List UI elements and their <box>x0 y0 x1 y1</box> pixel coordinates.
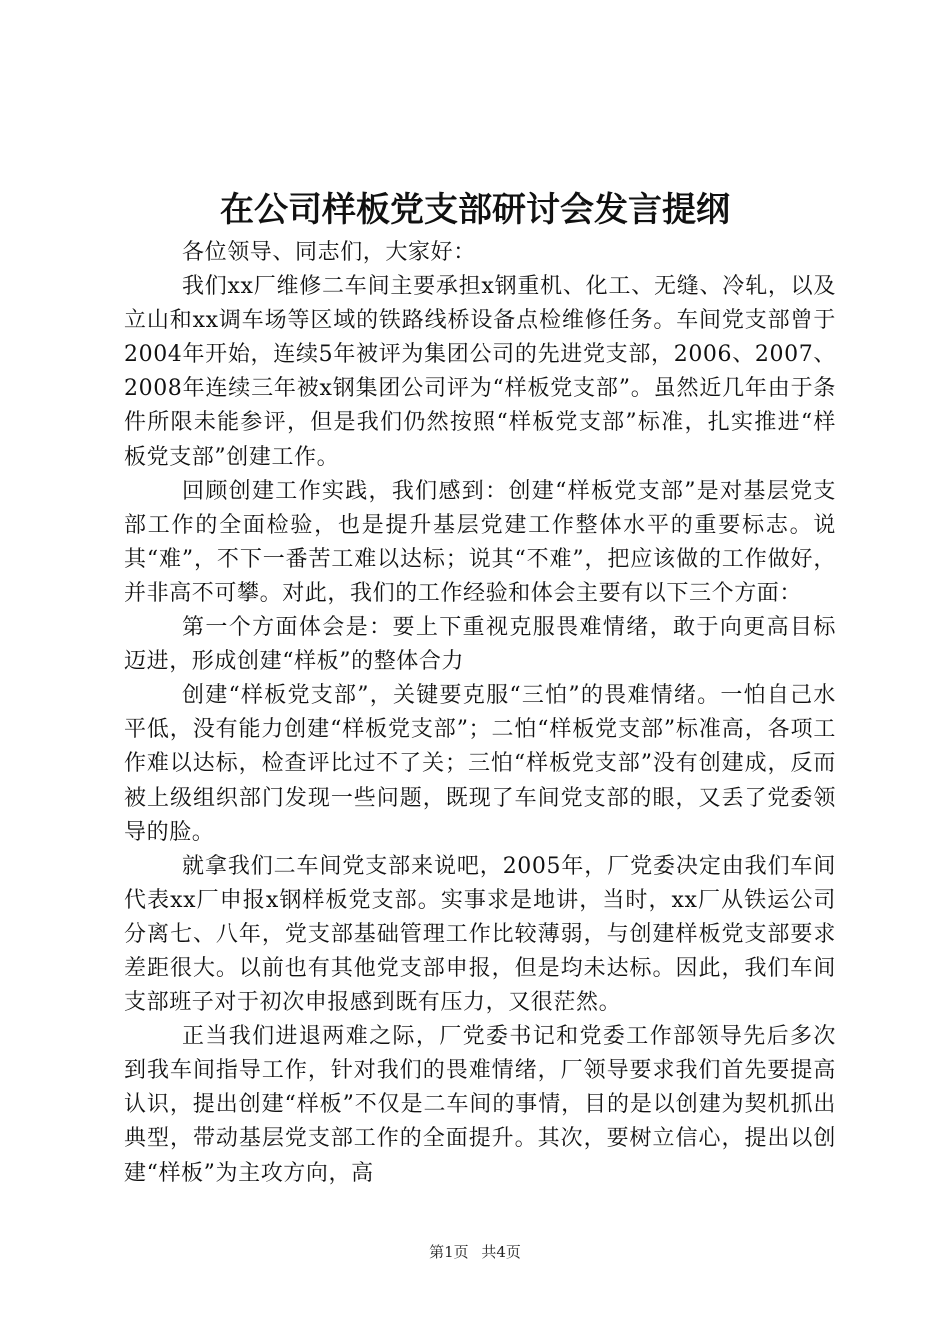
body-paragraph: 回顾创建工作实践，我们感到：创建“样板党支部”是对基层党支部工作的全面检验，也是提升基层党建工作整体水平的重要标志。说其“难”，不下一番苦工难以达标；说其“不难”，把应该做的工作做好，并非高不可攀。对此，我们的工作经验和体会主要有以下三个方面： <box>124 478 836 606</box>
section-heading-paragraph: 第一个方面体会是：要上下重视克服畏难情绪，敢于向更高目标迈进，形成创建“样板”的整体合力 <box>124 615 836 675</box>
body-paragraph: 就拿我们二车间党支部来说吧，2005年，厂党委决定由我们车间代表xx厂申报x钢样板党支部。实事求是地讲，当时，xx厂从铁运公司分离七、八年，党支部基础管理工作比较薄弱，与创建样板党支部要求差距很大。以前也有其他党支部申报，但是均未达标。因此，我们车间支部班子对于初次申报感到既有压力，又很茫然。 <box>124 853 836 1016</box>
body-paragraph: 正当我们进退两难之际，厂党委书记和党委工作部领导先后多次到我车间指导工作，针对我们的畏难情绪，厂领导要求我们首先要提高认识，提出创建“样板”不仅是二车间的事情，目的是以创建为契机抓出典型，带动基层党支部工作的全面提升。其次，要树立信心，提出以创建“样板”为主攻方向，高 <box>124 1024 836 1186</box>
page-footer <box>0 1242 950 1262</box>
document-body <box>124 236 836 1191</box>
body-paragraph: 创建“样板党支部”，关键要克服“三怕”的畏难情绪。一怕自己水平低，没有能力创建“样板党支部”；二怕“样板党支部”标准高，各项工作难以达标，检查评比过不了关；三怕“样板党支部”没有创建成，反而被上级组织部门发现一些问题，既现了车间党支部的眼，又丢了党委领导的脸。 <box>124 683 836 845</box>
page-total: 共4页 <box>481 1243 521 1261</box>
body-paragraph: 我们xx厂维修二车间主要承担x钢重机、化工、无缝、冷轧，以及立山和xx调车场等区域的铁路线桥设备点检维修任务。车间党支部曾于2004年开始，连续5年被评为集团公司的先进党支部，2006、2007、2008年连续三年被x钢集团公司评为“样板党支部”。虽然近几年由于条件所限未能参评，但是我们仍然按照“样板党支部”标准，扎实推进“样板党支部”创建工作。 <box>124 274 836 470</box>
document-title: 在公司样板党支部研讨会发言提纲 <box>220 190 730 230</box>
greeting-paragraph: 各位领导、同志们，大家好： <box>182 240 476 265</box>
page-number: 第1页 <box>429 1243 469 1261</box>
